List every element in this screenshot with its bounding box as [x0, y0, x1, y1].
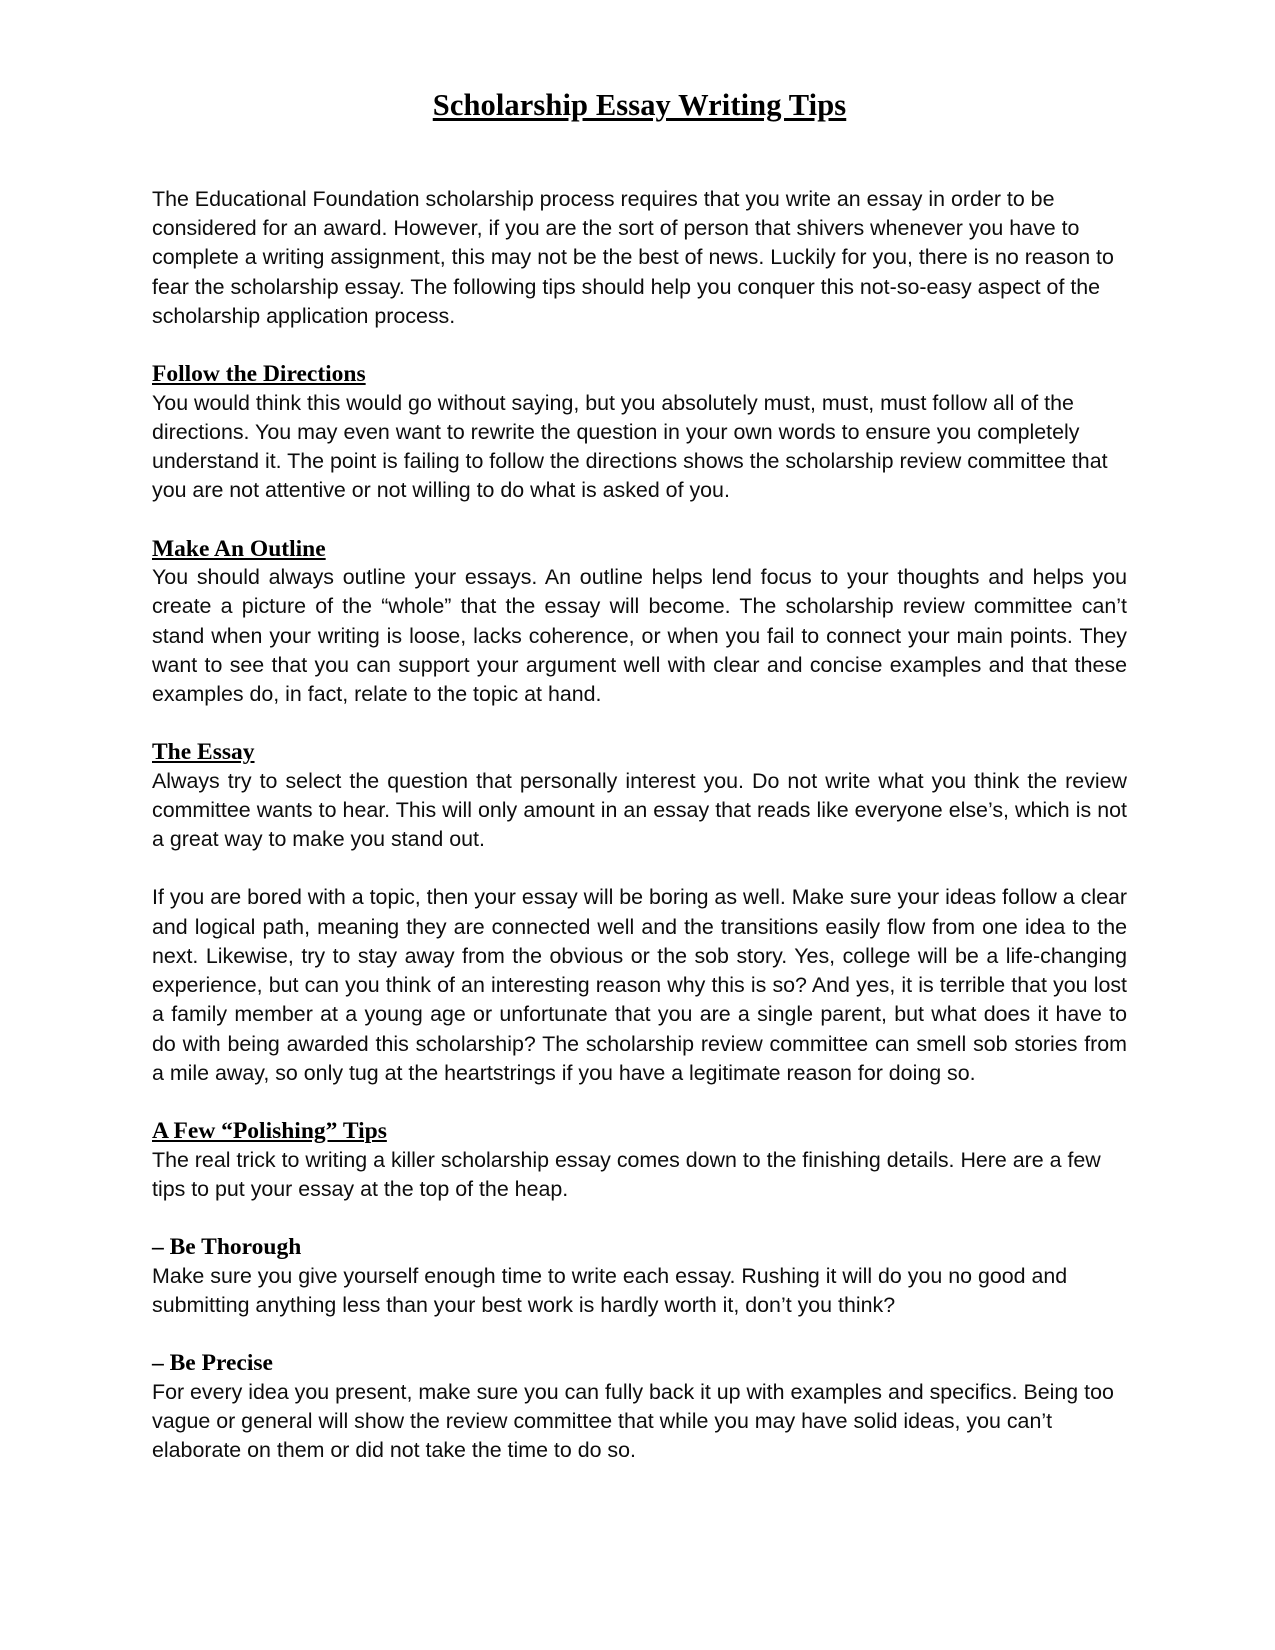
section-paragraph: You would think this would go without saying, but you absolutely must, must, must follow all of the directions. You may even want to rewrite the question in your own words to ensure you completely understand it. The point is failing to follow the directions shows the scholarship review committee that you are not attentive or not willing to do what is asked of you.	[152, 390, 1108, 503]
section-heading	[152, 535, 1127, 564]
section-paragraph: Always try to select the question that personally interest you. Do not write what you think the review committee wants to hear. This will only amount in an essay that reads like everyone else’s, which is not a great way to make you stand out.	[152, 768, 1127, 852]
section-be-thorough	[152, 1233, 1127, 1320]
section-follow-the-directions	[152, 360, 1127, 505]
section-paragraph: You should always outline your essays. An outline helps lend focus to your thoughts and helps you create a picture of the “whole” that the essay will become. The scholarship review committee can’t stand when your writing is loose, lacks coherence, or when you fail to connect your main points. They want to see that you can support your argument well with clear and concise examples and that these examples do, in fact, relate to the topic at hand.	[152, 565, 1127, 707]
section-make-an-outline	[152, 535, 1127, 710]
document-body	[152, 88, 1127, 1465]
sub-heading: – Be Thorough	[152, 1233, 302, 1260]
section-heading	[152, 738, 1127, 767]
title-spacer	[152, 123, 1127, 185]
section-polishing-tips	[152, 1117, 1127, 1204]
paragraph-spacer	[152, 506, 1127, 535]
paragraph-spacer	[152, 709, 1127, 738]
paragraph-spacer	[152, 331, 1127, 360]
page-title: Scholarship Essay Writing Tips	[432, 88, 847, 122]
section-paragraph: If you are bored with a topic, then your essay will be boring as well. Make sure your ideas follow a clear and logical path, meaning they are connected well and the transitions easily flow from one idea to the next. Likewise, try to stay away from the obvious or the sob story. Yes, college will be a life-changing experience, but can you think of an interesting reason why this is so? And yes, it is terrible that you lost a family member at a young age or unfortunate that you are a single parent, but what does it have to do with being awarded this scholarship? The scholarship review committee can smell sob stories from a mile away, so only tug at the heartstrings if you have a legitimate reason for doing so.	[152, 885, 1127, 1085]
section-heading	[152, 360, 1127, 389]
section-paragraph: Make sure you give yourself enough time to write each essay. Rushing it will do you no good and submitting anything less than your best work is hardly worth it, don’t you think?	[152, 1263, 1068, 1317]
section-heading-text: Make An Outline	[152, 535, 326, 562]
section-paragraph: For every idea you present, make sure you can fully back it up with examples and specifics. Being too vague or general will show the review committee that while you may have solid ideas, you can’t elaborate on them or did not take the time to do so.	[152, 1379, 1114, 1463]
section-be-precise	[152, 1349, 1127, 1465]
paragraph-spacer	[152, 1204, 1127, 1233]
section-the-essay	[152, 738, 1127, 1088]
paragraph-spacer	[152, 854, 1127, 883]
section-heading-text: Follow the Directions	[152, 361, 366, 388]
sub-heading: – Be Precise	[152, 1350, 273, 1377]
section-heading	[152, 1117, 1127, 1146]
section-paragraph: The real trick to writing a killer scholarship essay comes down to the finishing details. Here are a few tips to put your essay at the top of the heap.	[152, 1147, 1101, 1201]
paragraph-spacer	[152, 1320, 1127, 1349]
intro-paragraph: The Educational Foundation scholarship process requires that you write an essay in order to be considered for an award. However, if you are the sort of person that shivers whenever you have to complete a writing assignment, this may not be the best of news. Luckily for you, there is no reason to fear the scholarship essay. The following tips should help you conquer this not-so-easy aspect of the scholarship application process.	[152, 187, 1114, 328]
section-heading-text: A Few “Polishing” Tips	[152, 1117, 387, 1144]
paragraph-spacer	[152, 1088, 1127, 1117]
section-heading-text: The Essay	[152, 739, 255, 766]
